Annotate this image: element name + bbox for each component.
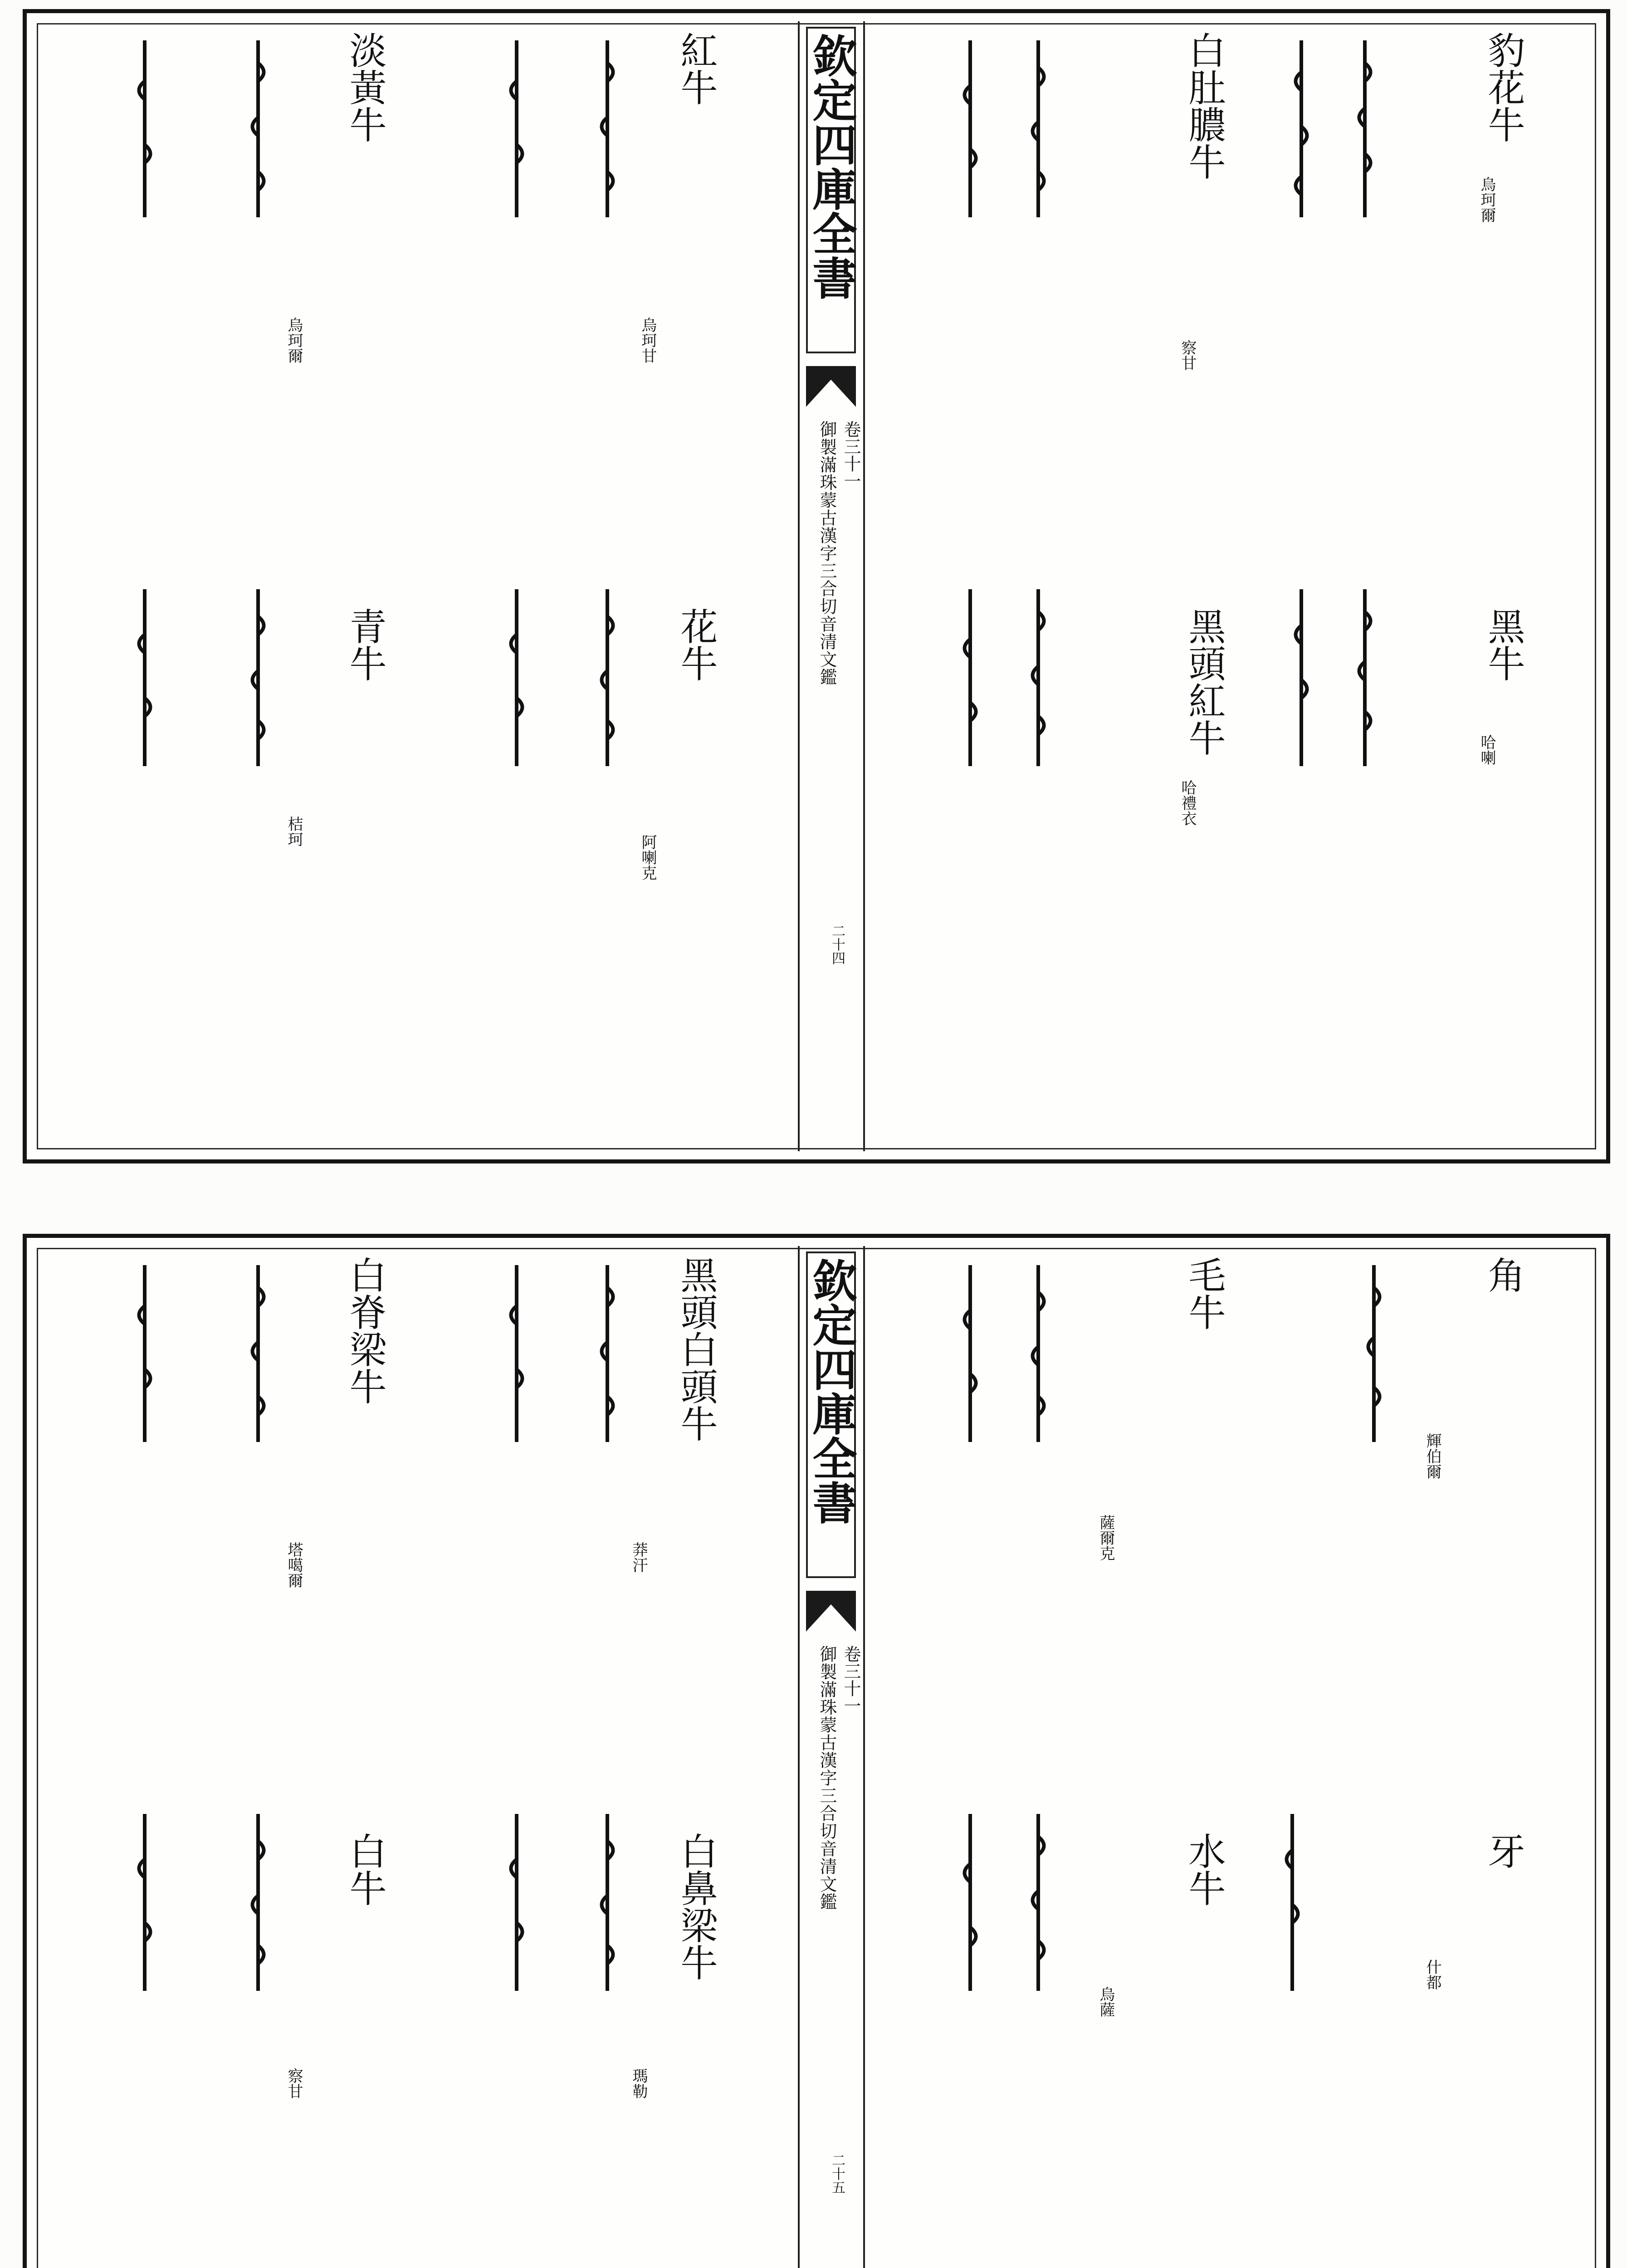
manchu-script-glyph <box>1025 1809 1040 2000</box>
manchu-script-glyph <box>1351 585 1367 775</box>
entry-gloss: 薩爾克 <box>1097 1515 1115 1561</box>
manchu-script-glyph <box>1025 36 1040 226</box>
manchu-script-glyph <box>503 585 518 775</box>
entry-gloss: 察甘 <box>1178 340 1197 371</box>
manchu-script-glyph <box>131 36 147 226</box>
manchu-script-glyph <box>1025 585 1040 775</box>
entry-gloss: 烏薩 <box>1097 1986 1115 2017</box>
volume-label: 卷三十一 <box>841 1645 861 1714</box>
entry-column <box>630 1251 739 2268</box>
entry-column <box>285 1251 408 2268</box>
manchu-script-glyph <box>1279 1809 1294 2000</box>
manchu-script-glyph <box>244 36 260 226</box>
entry-gloss: 烏珂甘 <box>639 317 657 363</box>
entry-gloss: 烏珂爾 <box>1478 176 1496 223</box>
entry-headword: 白牛 <box>343 1832 386 1906</box>
entry-column <box>639 27 739 1134</box>
manchu-script-glyph <box>1351 36 1367 226</box>
manchu-script-glyph <box>594 1809 609 2000</box>
book-title: 欽定四庫全書 <box>806 27 856 353</box>
entry-headword: 黑頭白頭牛 <box>674 1256 718 1442</box>
manchu-script-glyph <box>957 585 972 775</box>
entry-gloss: 察甘 <box>285 2068 303 2099</box>
manchu-script-glyph <box>594 1261 609 1451</box>
manchu-script-glyph <box>131 1809 147 2000</box>
entry-headword: 白脊梁牛 <box>343 1256 386 1405</box>
entry-gloss: 哈喇 <box>1478 734 1496 765</box>
entry-headword: 毛牛 <box>1182 1256 1226 1330</box>
manchu-script-glyph <box>503 36 518 226</box>
manchu-script-glyph <box>957 1261 972 1451</box>
manchu-script-glyph <box>503 1809 518 2000</box>
entry-headword: 黑牛 <box>1482 607 1525 682</box>
entry-gloss: 哈禮衣 <box>1178 780 1197 826</box>
manchu-script-glyph <box>1025 1261 1040 1451</box>
manchu-script-glyph <box>131 585 147 775</box>
book-title: 欽定四庫全書 <box>806 1251 856 1578</box>
entry-gloss: 桔珂 <box>285 816 303 847</box>
entry-headword: 黑頭紅牛 <box>1182 607 1226 756</box>
manchu-script-glyph <box>1288 36 1303 226</box>
page-panel-bottom <box>23 1234 1610 2268</box>
page-number: 二十四 <box>829 924 845 965</box>
manchu-script-glyph <box>244 1261 260 1451</box>
manchu-script-glyph <box>1288 585 1303 775</box>
entry-headword: 牙 <box>1482 1832 1525 1869</box>
entry-headword: 角 <box>1482 1256 1525 1293</box>
entry-headword: 豹花牛 <box>1482 31 1525 143</box>
page-number: 二十五 <box>829 2153 845 2194</box>
entry-column <box>1423 1251 1546 2268</box>
dictionary-subtitle: 御製滿珠蒙古漢字三合切音清文鑑 <box>817 420 837 686</box>
entry-gloss: 塔噶爾 <box>285 1542 303 1588</box>
entry-gloss: 瑪勒 <box>630 2068 648 2099</box>
manchu-script-glyph <box>244 585 260 775</box>
entry-headword: 水牛 <box>1182 1832 1226 1906</box>
entry-headword: 紅牛 <box>674 31 718 106</box>
entry-gloss: 莽汗 <box>630 1542 648 1573</box>
dictionary-subtitle: 御製滿珠蒙古漢字三合切音清文鑑 <box>817 1645 837 1911</box>
volume-label: 卷三十一 <box>841 420 861 489</box>
manchu-script-glyph <box>1360 1261 1376 1451</box>
fishtail-ornament-icon <box>806 366 856 407</box>
manchu-script-glyph <box>503 1261 518 1451</box>
manchu-script-glyph <box>131 1261 147 1451</box>
entry-headword: 花牛 <box>674 607 718 682</box>
entry-column <box>285 27 408 1134</box>
entry-headword: 白肚膿牛 <box>1182 31 1226 180</box>
center-fold <box>798 21 865 1151</box>
entry-column <box>1460 27 1546 1134</box>
entry-column <box>1097 1251 1247 2268</box>
entry-gloss: 輝伯爾 <box>1423 1433 1441 1479</box>
entry-headword: 白鼻梁牛 <box>674 1832 718 1981</box>
manchu-script-glyph <box>594 36 609 226</box>
entry-gloss: 什都 <box>1423 1959 1441 1990</box>
manchu-script-glyph <box>957 1809 972 2000</box>
center-fold <box>798 1246 865 2268</box>
entry-headword: 淡黃牛 <box>343 31 386 143</box>
fishtail-ornament-icon <box>806 1591 856 1632</box>
manchu-script-glyph <box>957 36 972 226</box>
entry-headword: 青牛 <box>343 607 386 682</box>
manchu-script-glyph <box>244 1809 260 2000</box>
page-panel-top <box>23 9 1610 1163</box>
entry-gloss: 烏珂爾 <box>285 317 303 363</box>
manchu-script-glyph <box>594 585 609 775</box>
entry-column <box>1161 27 1247 1134</box>
entry-gloss: 阿喇克 <box>639 834 657 880</box>
